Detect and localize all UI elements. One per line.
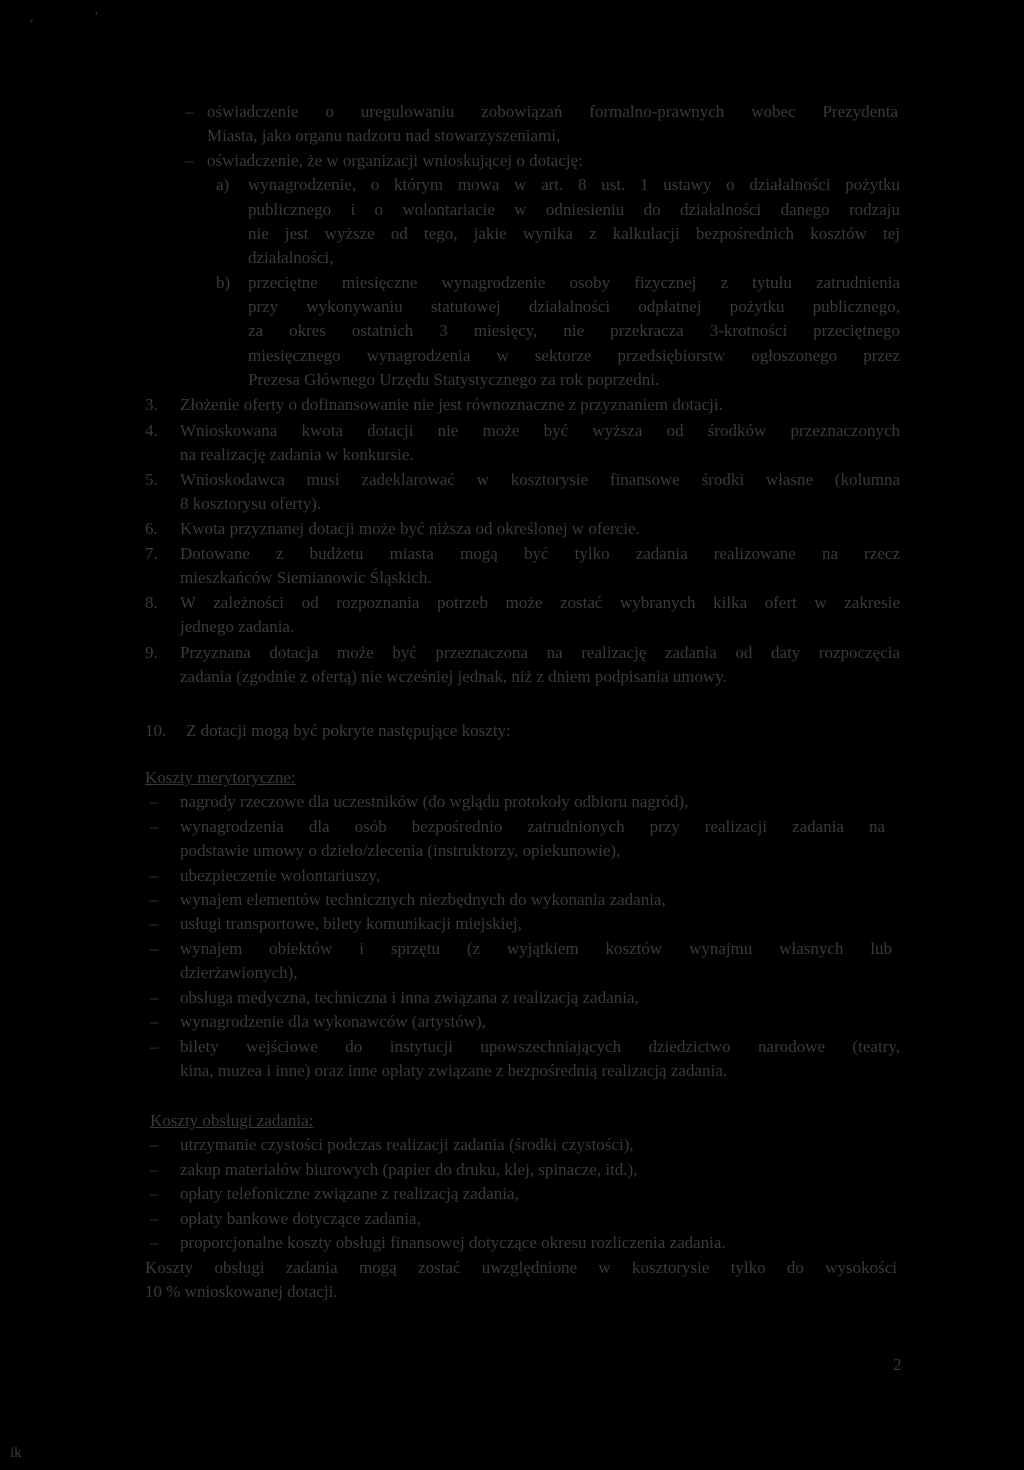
list-item: zakup materiałów biurowych (papier do druku, klej, spinacze, itd.), bbox=[180, 1160, 638, 1179]
list-marker: – bbox=[150, 914, 159, 933]
list-marker: – bbox=[150, 1135, 159, 1154]
list-item: wynajem elementów technicznych niezbędnych do wykonania zadania, bbox=[180, 890, 666, 909]
list-item: wynagrodzenie dla wykonawców (artystów), bbox=[180, 1012, 486, 1031]
sublist-marker: b) bbox=[216, 273, 231, 292]
list-item: nagrody rzeczowe dla uczestników (do wglądu protokoły odbioru nagród), bbox=[180, 792, 689, 811]
list-item: proporcjonalne koszty obsługi finansowej dotyczące okresu rozliczenia zadania. bbox=[180, 1233, 726, 1252]
point-text: Wnioskodawca musi zadeklarować w kosztorysie finansowe środki własne (kolumna bbox=[180, 470, 900, 489]
list-item: obsługa medyczna, techniczna i inna związana z realizacją zadania, bbox=[180, 988, 639, 1007]
point-text: na realizację zadania w konkursie. bbox=[180, 445, 414, 464]
point-number: 3. bbox=[145, 395, 158, 414]
sublist-text: miesięcznego wynagrodzenia w sektorze przedsiębiorstw ogłoszonego przez bbox=[248, 346, 900, 365]
sublist-text: przeciętne miesięczne wynagrodzenie osoby fizycznej z tytułu zatrudnienia bbox=[248, 273, 900, 292]
list-item: opłaty telefoniczne związane z realizacją zadania, bbox=[180, 1184, 519, 1203]
point-text: mieszkańców Siemianowic Śląskich. bbox=[180, 568, 432, 587]
scan-speck: , bbox=[30, 10, 34, 25]
list-item: dzierżawionych), bbox=[180, 963, 298, 982]
section-heading: Koszty obsługi zadania: bbox=[150, 1111, 314, 1130]
list-item: bilety wejściowe do instytucji upowszechniających dziedzictwo narodowe (teatry, bbox=[180, 1037, 900, 1056]
list-item: kina, muzea i inne) oraz inne opłaty związane z bezpośrednią realizacją zadania. bbox=[180, 1061, 728, 1080]
sublist-text: Prezesa Głównego Urzędu Statystycznego za rok poprzedni. bbox=[248, 370, 660, 389]
point-text: Z dotacji mogą być pokryte następujące koszty: bbox=[186, 721, 511, 740]
list-marker: – bbox=[150, 1209, 159, 1228]
point-text: Wnioskowana kwota dotacji nie może być wyższa od środków przeznaczonych bbox=[180, 421, 900, 440]
point-text: Przyznana dotacja może być przeznaczona na realizację zadania od daty rozpoczęcia bbox=[180, 643, 900, 662]
point-number: 8. bbox=[145, 593, 158, 612]
sublist-text: przy wykonywaniu statutowej działalności odpłatnej pożytku publicznego, bbox=[248, 297, 900, 316]
list-item: usługi transportowe, bilety komunikacji miejskiej, bbox=[180, 914, 522, 933]
point-number: 6. bbox=[145, 519, 158, 538]
point-text: W zależności od rozpoznania potrzeb może zostać wybranych kilka ofert w zakresie bbox=[180, 593, 900, 612]
list-item: ubezpieczenie wolontariuszy, bbox=[180, 866, 380, 885]
list-marker: – bbox=[150, 939, 159, 958]
list-item: opłaty bankowe dotyczące zadania, bbox=[180, 1209, 421, 1228]
sublist-text: działalności, bbox=[248, 248, 334, 267]
point-text: 8 kosztorysu oferty). bbox=[180, 494, 322, 513]
point-number: 4. bbox=[145, 421, 158, 440]
point-text: Dotowane z budżetu miasta mogą być tylko zadania realizowane na rzecz bbox=[180, 544, 900, 563]
list-marker: – bbox=[185, 102, 194, 121]
point-number: 9. bbox=[145, 643, 158, 662]
note-text: Koszty obsługi zadania mogą zostać uwzględnione w kosztorysie tylko do wysokości bbox=[145, 1258, 897, 1277]
list-marker: – bbox=[150, 866, 159, 885]
list-marker: – bbox=[150, 1012, 159, 1031]
list-marker: – bbox=[150, 1184, 159, 1203]
corner-mark: ik bbox=[10, 1445, 22, 1461]
list-marker: – bbox=[150, 1037, 159, 1056]
point-text: jednego zadania. bbox=[180, 617, 295, 636]
point-number: 7. bbox=[145, 544, 158, 563]
list-item-text: oświadczenie o uregulowaniu zobowiązań formalno-prawnych wobec Prezydenta bbox=[207, 102, 898, 121]
page-number: 2 bbox=[893, 1355, 902, 1374]
list-item: utrzymanie czystości podczas realizacji zadania (środki czystości), bbox=[180, 1135, 634, 1154]
point-text: Kwota przyznanej dotacji może być niższa od określonej w ofercie. bbox=[180, 519, 640, 538]
list-item-text: Miasta, jako organu nadzoru nad stowarzyszeniami, bbox=[207, 126, 561, 145]
list-marker: – bbox=[150, 988, 159, 1007]
sublist-text: publicznego i o wolontariacie w odniesieniu do działalności danego rodzaju bbox=[248, 200, 900, 219]
point-number: 10. bbox=[145, 721, 167, 740]
list-item: podstawie umowy o dzieło/zlecenia (instruktorzy, opiekunowie), bbox=[180, 841, 621, 860]
section-heading: Koszty merytoryczne: bbox=[145, 768, 296, 787]
point-text: Złożenie oferty o dofinansowanie nie jest równoznaczne z przyznaniem dotacji. bbox=[180, 395, 723, 414]
sublist-marker: a) bbox=[216, 175, 230, 194]
note-text: 10 % wnioskowanej dotacji. bbox=[145, 1282, 338, 1301]
point-number: 5. bbox=[145, 470, 158, 489]
list-item: wynajem obiektów i sprzętu (z wyjątkiem kosztów wynajmu własnych lub bbox=[180, 939, 892, 958]
sublist-text: nie jest wyższe od tego, jakie wynika z kalkulacji bezpośrednich kosztów tej bbox=[248, 224, 900, 243]
list-marker: – bbox=[150, 817, 159, 836]
sublist-text: wynagrodzenie, o którym mowa w art. 8 ust. 1 ustawy o działalności pożytku bbox=[248, 175, 900, 194]
list-marker: – bbox=[150, 1160, 159, 1179]
point-text: zadania (zgodnie z ofertą) nie wcześniej jednak, niż z dniem podpisania umowy. bbox=[180, 667, 727, 686]
list-marker: – bbox=[150, 792, 159, 811]
list-marker: – bbox=[185, 151, 194, 170]
list-item: wynagrodzenia dla osób bezpośrednio zatrudnionych przy realizacji zadania na bbox=[180, 817, 885, 836]
sublist-text: za okres ostatnich 3 miesięcy, nie przekracza 3-krotności przeciętnego bbox=[248, 321, 900, 340]
list-item-text: oświadczenie, że w organizacji wnioskującej o dotację: bbox=[207, 151, 583, 170]
list-marker: – bbox=[150, 890, 159, 909]
list-marker: – bbox=[150, 1233, 159, 1252]
scan-speck: ' bbox=[95, 10, 98, 25]
